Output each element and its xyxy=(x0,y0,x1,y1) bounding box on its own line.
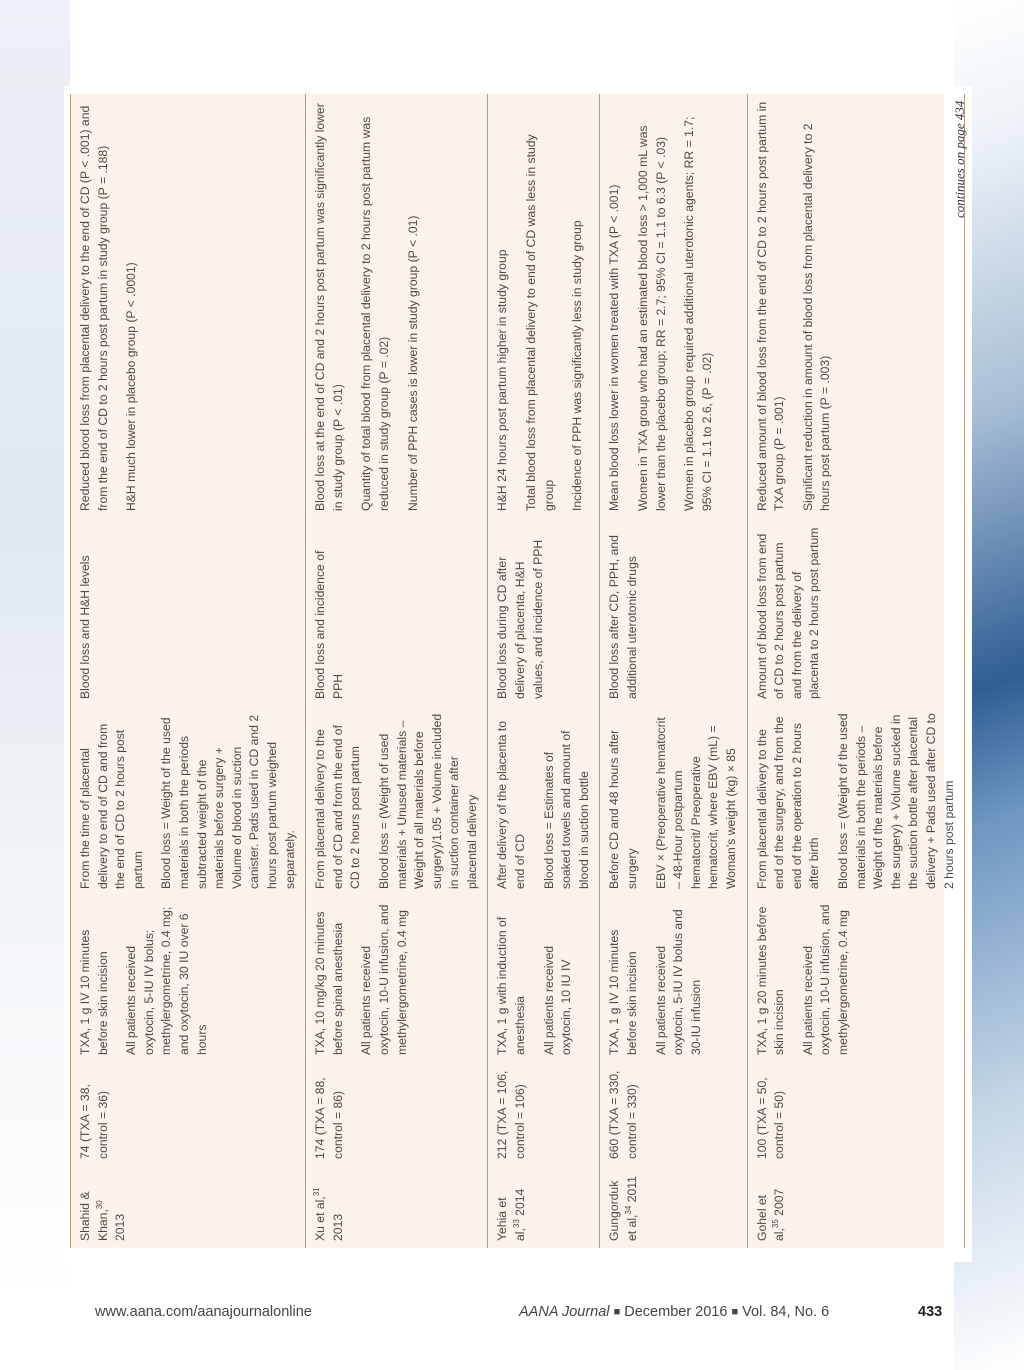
cell-measurement xyxy=(600,706,747,896)
study-year: 2014 xyxy=(513,1188,528,1216)
cell-results xyxy=(747,94,965,518)
page-footer xyxy=(0,1304,1024,1328)
cell-participants: 100 (TXA = 50, control = 50) xyxy=(747,1062,965,1166)
measurement-paragraph: From the time of placental delivery to end of CD and from the end of CD to 2 hours post partum xyxy=(78,723,145,889)
cell-study xyxy=(306,1166,488,1248)
results-paragraph: Incidence of PPH was significantly less in study group xyxy=(570,220,585,511)
measurement-paragraph: EBV × (Preoperative hematocrit – 48-Hour postpartum hematocrit/ Preoperative hematocrit, where EBV (mL) = Woman’s weight (kg) × 85 xyxy=(653,717,738,889)
issue-date: December 2016 xyxy=(624,1304,728,1320)
intervention-paragraph: TXA, 10 mg/kg 20 minutes before spinal anesthesia xyxy=(313,911,345,1055)
intervention-paragraph: All patients received oxytocin, 10-U infusion, and methylergometrine, 0.4 mg xyxy=(359,904,409,1055)
study-reference: 34 xyxy=(623,1205,633,1215)
measurement-paragraph: Blood loss = (Weight of the used materials in both the periods – Weight of the materials before the surgery) + Volume sucked in the suction bottle after placental delivery + Pads used after CD to 2 hours post partum xyxy=(835,713,956,889)
cell-results xyxy=(488,94,600,518)
left-background-decoration xyxy=(0,0,70,1300)
study-name: Xu et al, xyxy=(313,1196,328,1241)
study-name: Yehia et al, xyxy=(495,1197,528,1241)
table-row xyxy=(747,94,965,1248)
results-paragraph: Quantity of total blood from placental delivery to 2 hours post partum was reduced in study group (P = .02) xyxy=(359,116,391,511)
intervention-paragraph: TXA, 1 g IV 10 minutes before skin incision xyxy=(78,929,110,1055)
study-name: Shahid & Khan, xyxy=(78,1191,110,1241)
results-paragraph: Mean blood loss lower in women treated with TXA (P < .001) xyxy=(607,184,622,511)
cell-study xyxy=(488,1166,600,1248)
intervention-paragraph: All patients received oxytocin, 5-IU IV bolus and 30-IU infusion xyxy=(653,909,703,1055)
table-row xyxy=(488,94,600,1248)
table-row xyxy=(71,94,306,1248)
study-year: 2011 xyxy=(625,1176,640,1203)
study-name: Gungorduk et al, xyxy=(607,1180,640,1241)
cell-intervention xyxy=(600,896,747,1062)
studies-table-body xyxy=(71,94,965,1248)
cell-intervention xyxy=(306,896,488,1062)
cell-results xyxy=(71,94,306,518)
separator-bullet: ■ xyxy=(613,1306,621,1318)
measurement-paragraph: Blood loss = Estimates of soaked towels and amount of blood in suction bottle xyxy=(541,730,591,889)
studies-table-container xyxy=(70,94,956,1248)
cell-measurement xyxy=(306,706,488,896)
intervention-paragraph: All patients received oxytocin, 10 IU IV xyxy=(541,945,574,1055)
results-paragraph: Total blood loss from placental delivery to end of CD was less in study group xyxy=(524,134,556,511)
footer-url[interactable]: www.aana.com/aanajournalonline xyxy=(95,1304,312,1320)
cell-measurement xyxy=(488,706,600,896)
cell-outcome xyxy=(306,518,488,706)
results-paragraph: Blood loss at the end of CD and 2 hours post partum was significantly lower in study group (P < .01) xyxy=(313,103,345,511)
intervention-paragraph: TXA, 1 g with induction of anesthesia xyxy=(495,916,528,1055)
measurement-paragraph: Blood loss = (Weight of used materials + Unused materials – Weight of all materials before surgery)/1.05 + Volume included in suction container after placental delivery xyxy=(376,713,479,889)
results-paragraph: Women in placebo group required additional uterotonic agents; RR = 1.7; 95% CI = 1.1 to 2.6, (P = .02) xyxy=(682,116,714,511)
study-year: 2007 xyxy=(772,1188,787,1216)
measurement-paragraph: Blood loss = Weight of the used materials in both the periods subtracted weight of the materials before surgery + Volume of blood in suction canister. Pads used in CD and 2 hours post partum weighed separately. xyxy=(159,714,297,889)
cell-measurement xyxy=(747,706,965,896)
measurement-paragraph: From placental delivery to the end of CD and from the end of CD to 2 hours post partum xyxy=(313,725,363,889)
outcome-paragraph: Blood loss after CD, PPH, and additional uterotonic drugs xyxy=(607,535,640,699)
outcome-paragraph: Amount of blood loss from end of CD to 2 hours post partum and from the delivery of placenta to 2 hours post partum xyxy=(754,527,822,699)
intervention-paragraph: All patients received oxytocin, 10-U infusion, and methylergometrine, 0.4 mg xyxy=(800,904,850,1055)
studies-table xyxy=(70,94,965,1248)
intervention-paragraph: TXA, 1 g 20 minutes before skin incision xyxy=(754,906,787,1055)
study-reference: 30 xyxy=(94,1200,104,1210)
table-row xyxy=(600,94,747,1248)
study-name: Gohel et al, xyxy=(754,1194,787,1241)
continues-note: continues on page 434 xyxy=(952,100,967,218)
cell-study xyxy=(600,1166,747,1248)
results-paragraph: Reduced amount of blood loss from the end of CD to 2 hours post partum in TXA group (P = .001) xyxy=(754,101,787,511)
cell-intervention xyxy=(488,896,600,1062)
measurement-paragraph: Before CD and 48 hours after surgery xyxy=(607,729,640,889)
outcome-paragraph: Blood loss and incidence of PPH xyxy=(313,550,345,699)
results-paragraph: H&H 24 hours post partum higher in study group xyxy=(495,249,510,511)
results-paragraph: Significant reduction in amount of blood loss from placental delivery to 2 hours post partum (P = .003) xyxy=(800,123,833,511)
page-number: 433 xyxy=(918,1304,943,1320)
intervention-paragraph: All patients received oxytocin, 5-IU IV bolus; methylergometrine, 0.4 mg; and oxytocin, 30 IU over 6 hours xyxy=(124,906,209,1055)
cell-intervention xyxy=(747,896,965,1062)
volume-issue: Vol. 84, No. 6 xyxy=(742,1304,830,1320)
journal-name: AANA Journal xyxy=(519,1304,610,1320)
cell-study xyxy=(747,1166,965,1248)
cell-results xyxy=(306,94,488,518)
measurement-paragraph: From placental delivery to the end of the surgery, and from the end of the operation to 2 hours after birth xyxy=(754,716,822,889)
cell-study xyxy=(71,1166,306,1248)
cell-intervention xyxy=(71,896,306,1062)
cell-participants: 174 (TXA = 88, control = 86) xyxy=(306,1062,488,1166)
intervention-paragraph: TXA, 1 g IV 10 minutes before skin incision xyxy=(607,929,640,1055)
results-paragraph: H&H much lower in placebo group (P < .0001) xyxy=(124,262,139,511)
cell-outcome xyxy=(747,518,965,706)
cell-participants: 212 (TXA = 106, control = 106) xyxy=(488,1062,600,1166)
study-year: 2013 xyxy=(330,1213,345,1241)
cell-measurement xyxy=(71,706,306,896)
separator-bullet: ■ xyxy=(731,1306,739,1318)
cell-participants: 74 (TXA = 38, control = 36) xyxy=(71,1062,306,1166)
cell-outcome xyxy=(71,518,306,706)
cell-outcome xyxy=(600,518,747,706)
results-paragraph: Number of PPH cases is lower in study group (P < .01) xyxy=(405,215,420,511)
cell-results xyxy=(600,94,747,518)
cell-participants: 660 (TXA = 330, control = 330) xyxy=(600,1062,747,1166)
results-paragraph: Women in TXA group who had an estimated blood loss > 1,000 mL was lower than the placebo group; RR = 2.7; 95% CI = 1.1 to 6.3 (P < .03) xyxy=(636,125,668,511)
study-reference: 31 xyxy=(312,1187,322,1197)
studies-table-rotated xyxy=(70,94,956,1248)
measurement-paragraph: After delivery of the placenta to end of CD xyxy=(495,720,528,889)
study-year: 2013 xyxy=(113,1213,128,1241)
table-row xyxy=(306,94,488,1248)
outcome-paragraph: Blood loss during CD after delivery of placenta, H&H values, and incidence of PPH xyxy=(495,539,545,699)
results-paragraph: Reduced blood loss from placental delivery to the end of CD (P < .001) and from the end of CD to 2 hours post partum in study group (P = .188) xyxy=(78,105,110,511)
study-reference: 33 xyxy=(512,1219,521,1229)
outcome-paragraph: Blood loss and H&H levels xyxy=(78,555,92,699)
footer-journal-citation xyxy=(519,1304,829,1320)
study-reference: 35 xyxy=(771,1219,781,1229)
cell-outcome xyxy=(488,518,600,706)
